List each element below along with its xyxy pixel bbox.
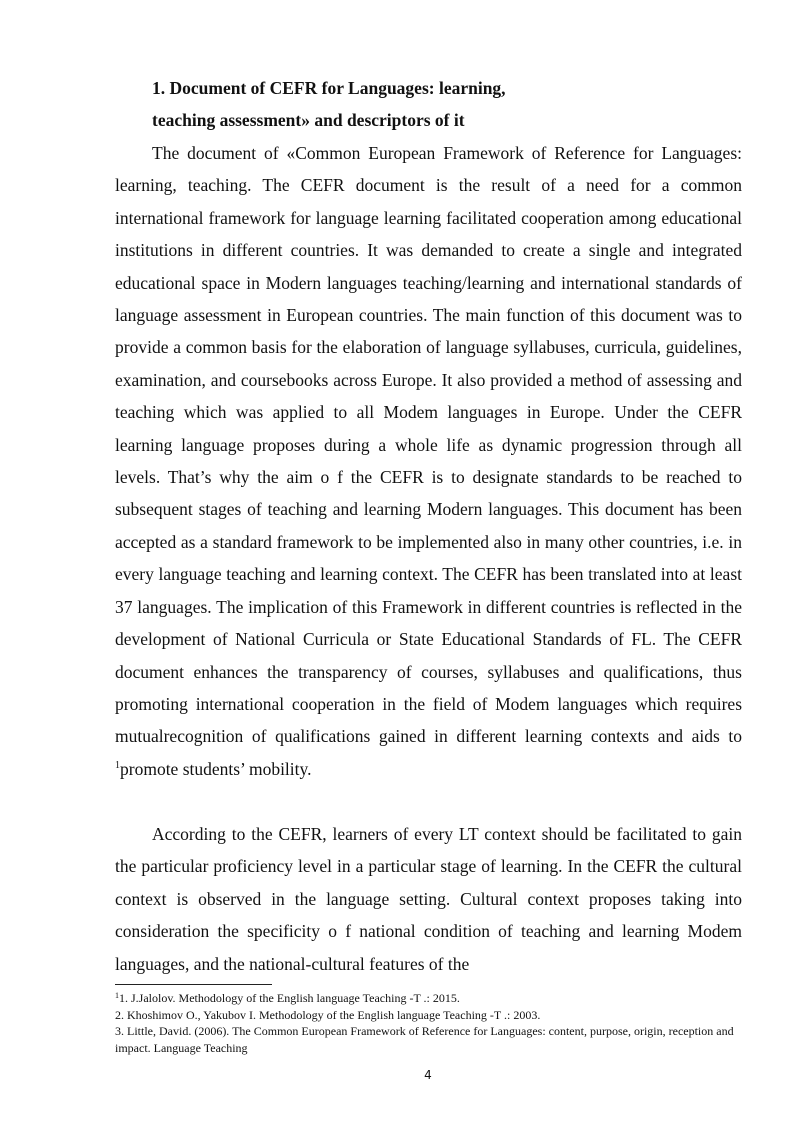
footnote-3: [115, 1023, 742, 1056]
paragraph-2: [115, 818, 742, 980]
page-number: 4: [424, 1068, 432, 1082]
footnote-2-text: 2. Khoshimov O., Yakubov I. Methodology of the English language Teaching -T .: 2003.: [115, 1007, 541, 1022]
footnote-reference-marker[interactable]: 1: [115, 759, 120, 771]
footnote-1-marker: 1: [115, 991, 119, 1000]
paragraph-1-text: The document of «Common European Framework of Reference for Languages: learning, teaching. The CEFR document is the result of a need for a common international framework for language learning facilitated cooperation among educational institutions in different countries. It was demanded to create a single and integrated educational space in Modern languages teaching/learning and international standards of language assessment in European countries. The main function of this document was to provide a common basis for the elaboration of language syllabuses, curricula, guidelines, examination, and coursebooks across Europe. It also provided a method of assessing and teaching which was applied to all Modem languages in Europe. Under the CEFR learning language proposes during a whole life as dynamic progression through all levels. That’s why the aim o f the CEFR is to designate standards to be reached to subsequent stages of teaching and learning Modern languages. This document has been accepted as a standard framework to be implemented also in many other countries, i.e. in every language teaching and learning context. The CEFR has been translated into at least 37 languages. The implication of this Framework in different countries is reflected in the development of National Curricula or State Educational Standards of FL. The CEFR document enhances the transparency of courses, syllabuses and qualifications, thus promoting international cooperation in the field of Modem languages which requires mutualrecognition of qualifications gained in different learning contexts and aids to: [115, 143, 742, 747]
section-heading-line-2: teaching assessment» and descriptors of it: [152, 110, 465, 130]
footnotes-section: [115, 990, 742, 1056]
footnote-1: [115, 990, 742, 1007]
footnote-3-text: 3. Little, David. (2006). The Common European Framework of Reference for Languages: content, purpose, origin, reception and impact. Language Teaching: [115, 1024, 734, 1055]
paragraph-1: [115, 137, 742, 785]
footnote-1-text: 1. J.Jalolov. Methodology of the English language Teaching -T .: 2015.: [119, 991, 460, 1005]
footnote-divider: [115, 984, 272, 985]
section-heading-line-1: 1. Document of CEFR for Languages: learning,: [152, 78, 506, 98]
paragraph-2-text: According to the CEFR, learners of every LT context should be facilitated to gain the particular proficiency level in a particular stage of learning. In the CEFR the cultural context is observed in the language setting. Cultural context proposes taking into consideration the specificity o f national condition of teaching and learning Modem languages, and the national-cultural features of the: [115, 824, 742, 974]
footnote-2: [115, 1007, 742, 1024]
paragraph-1-text-end: promote students’ mobility.: [120, 758, 312, 779]
